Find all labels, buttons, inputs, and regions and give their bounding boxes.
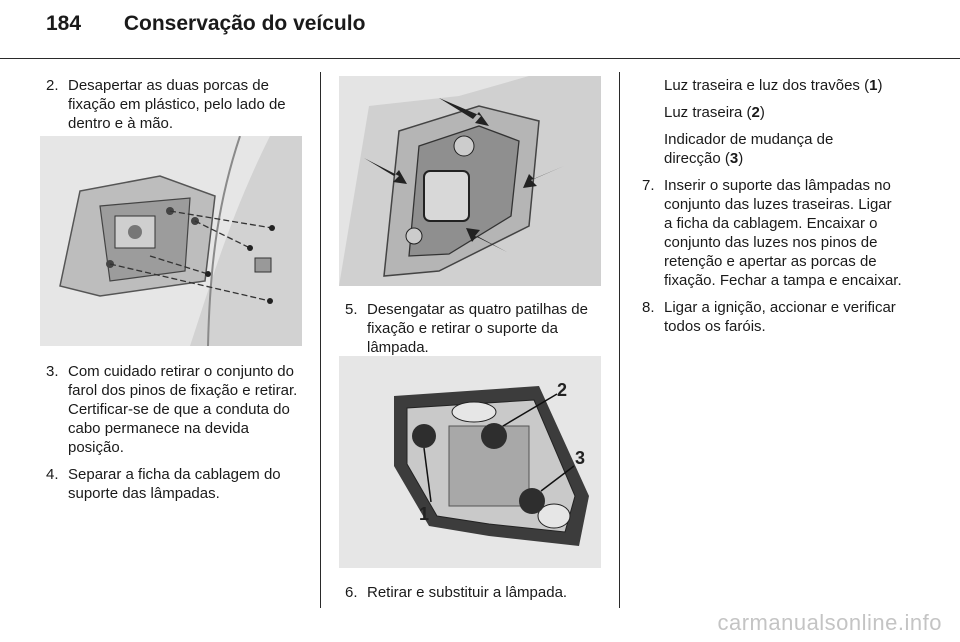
bulb-legend (642, 76, 904, 168)
header-rule (0, 58, 960, 59)
column-1 (46, 76, 304, 141)
figure-nut-removal (40, 136, 302, 346)
page-header (46, 12, 365, 36)
page-number: 184 (46, 12, 82, 35)
step-3: 3. Com cuidado retirar o conjunto do farol dos pinos de fixação e retirar. Certificar-se de que a conduta do cabo permanece na devida posição. (46, 363, 298, 456)
figure-bulb-holder (339, 356, 601, 568)
watermark: carmanualsonline.info (717, 610, 942, 635)
step-6: 6. Retirar e substituir a lâmpada. (345, 584, 568, 601)
legend-line-1: Luz traseira e luz dos travões (1) (664, 77, 883, 94)
step-8: 8. Ligar a ignição, accionar e verificar todos os faróis. (642, 299, 896, 335)
column-divider-2 (619, 72, 620, 608)
legend-line-3: Indicador de mudança de direcção (3) (664, 131, 834, 167)
figure-clip-release (339, 76, 601, 286)
column-2-lower (345, 583, 603, 610)
callout-label-2: 2 (557, 380, 568, 400)
step-4: 4. Separar a ficha da cablagem do suporte das lâmpadas. (46, 466, 281, 502)
step-5: 5. Desengatar as quatro patilhas de fixação e retirar o suporte da lâmpada. (345, 301, 588, 356)
column-3 (642, 76, 904, 344)
column-divider-1 (320, 72, 321, 608)
step-2: 2. Desapertar as duas porcas de fixação em plástico, pelo lado de dentro e à mão. (46, 77, 286, 132)
column-1-lower (46, 362, 304, 511)
callout-label-1: 1 (419, 504, 430, 524)
legend-line-2: Luz traseira (2) (664, 104, 765, 121)
page-title: Conservação do veículo (123, 12, 366, 35)
callout-label-3: 3 (575, 448, 586, 468)
step-7: 7. Inserir o suporte das lâmpadas no conjunto das luzes traseiras. Ligar a ficha da cablagem. Encaixar o conjunto das luzes nos pinos de retenção e apertar as porcas de fixação. Fechar a tampa e encaixar. (642, 177, 902, 289)
